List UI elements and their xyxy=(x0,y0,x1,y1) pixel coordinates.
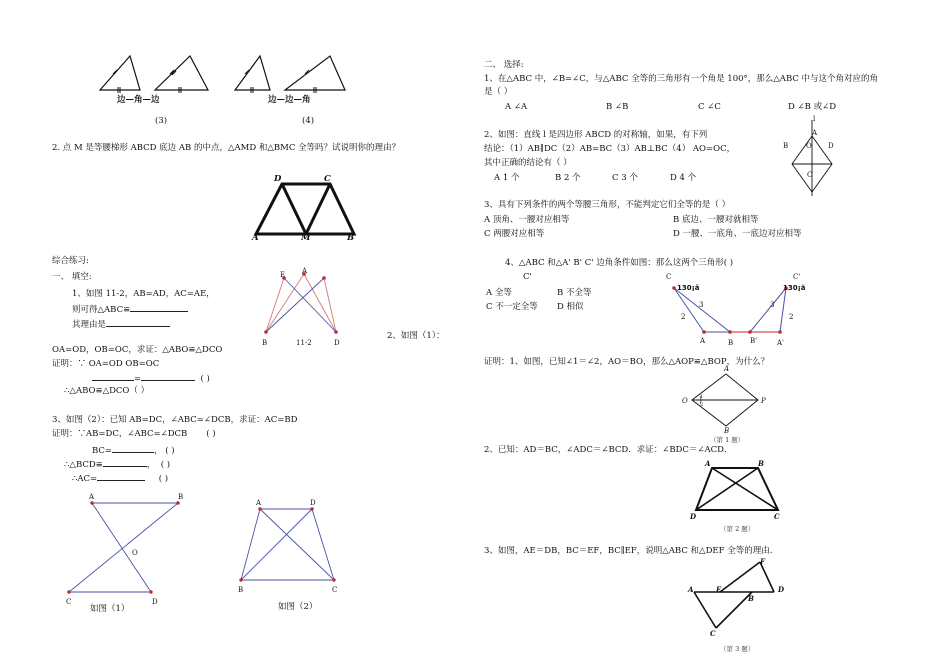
fill-q2-given: OA=OD，OB=OC，求证：△ABO≌△DCO xyxy=(52,345,223,355)
label-ssa: 边—边—角 xyxy=(268,95,311,105)
fig112-label-d: D xyxy=(334,339,340,347)
kite-label-d: D xyxy=(828,142,834,150)
choice-q4-option-b[interactable]: B 不全等 xyxy=(557,288,592,298)
choice-q3-option-b[interactable]: B 底边、一腰对就相等 xyxy=(673,215,759,225)
figure-number-4: (4) xyxy=(302,116,315,126)
answer-blank[interactable] xyxy=(97,472,145,481)
choice-q2-line1: 2、如图：直线 l 是四边形 ABCD 的对称轴，如果，有下列 xyxy=(484,130,708,140)
choice-q3-line1: 3、具有下列条件的两个等腰三角形，不能判定它们全等的是（ ） xyxy=(484,200,731,210)
choice-q4-option-a[interactable]: A 全等 xyxy=(486,288,512,298)
twin-side-2-left: 2 xyxy=(681,313,686,321)
twin-side-2-right: 2 xyxy=(789,313,794,321)
twin-label-c: C xyxy=(666,273,672,281)
choice-q1-option-b[interactable]: B ∠B xyxy=(606,102,629,112)
fill-q3-bc: BC= ， ( ) xyxy=(92,446,175,456)
fill-q3-proof: 证明：∵AB=DC，∠ABC=∠DCB ( ) xyxy=(52,429,216,439)
pfig3-label-c: C xyxy=(710,629,716,638)
choice-q1-option-d[interactable]: D ∠B 或∠D xyxy=(788,102,837,112)
pfig1-label-o: O xyxy=(682,397,688,405)
twin-side-3-right: 3 xyxy=(770,301,775,309)
choice-q4-option-d[interactable]: D 相似 xyxy=(557,302,584,312)
fig2-label-a: A xyxy=(256,499,262,507)
answer-blank[interactable] xyxy=(112,444,154,453)
proof-fig-3 xyxy=(690,558,780,634)
choice-q4-option-c[interactable]: C 不一定全等 xyxy=(486,302,538,312)
fill-q3-given: 3、如图（2）：已知 AB=DC，∠ABC=∠DCB，求证：AC=BD xyxy=(52,415,298,425)
proof-q1-text: 证明：1、如图，已知∠1＝∠2，AO＝BO，那么△AOP≌△BOP，为什么？ xyxy=(484,357,770,367)
fig1-label-c: C xyxy=(66,598,72,606)
choice-q1-option-c[interactable]: C ∠C xyxy=(698,102,721,112)
fig2-label-d: D xyxy=(310,499,316,507)
pfig2-caption: （第 2 题） xyxy=(720,525,755,533)
choice-q2-line3: 其中正确的结论有（ ） xyxy=(484,158,572,168)
choice-q4-line1: 4、△ABC 和△A' B' C' 边角条件如图：那么这两个三角形( ) xyxy=(505,258,734,268)
proof-q3-text: 3、如图，AE＝DB，BC＝EF，BC∥EF，说明△ABC 和△DEF 全等的理由. xyxy=(484,546,773,556)
twin-label-a-prime: A' xyxy=(777,339,784,347)
fig1-label-b: B xyxy=(178,493,184,501)
figure-1-crossed-triangles xyxy=(62,496,187,596)
pfig3-label-b: B xyxy=(748,594,754,603)
point-label-m: M xyxy=(301,233,311,243)
choice-q2-option-d[interactable]: D 4 个 xyxy=(670,173,697,183)
fill-q2-side-label: 2、如图（1）： xyxy=(387,331,445,341)
twin-angle-right: 130¡ã xyxy=(783,284,806,292)
twin-angle-left: 130¡ã xyxy=(677,284,700,292)
proof-q2-text: 2、已知：AD＝BC，∠ADC＝∠BCD．求证：∠BDC＝∠ACD． xyxy=(484,445,733,455)
fig2-label-c: C xyxy=(332,586,338,594)
fig112-caption: 11-2 xyxy=(296,339,312,347)
choice-q4-c-prime: C' xyxy=(523,272,532,282)
fill-q1-line3: 其理由是 xyxy=(72,318,170,331)
twin-side-3-left: 3 xyxy=(699,301,704,309)
fill-q2-eq-line: = ( ) xyxy=(92,372,210,385)
fill-q1-line1: 1、如图 11-2，AB=AD，AC=AE， xyxy=(72,289,215,299)
point-label-c: C xyxy=(324,174,331,184)
pfig1-angle-1: 1 xyxy=(700,394,704,400)
twin-label-c-prime: C' xyxy=(793,273,801,281)
pfig2-label-b: B xyxy=(758,459,764,468)
question-2-text: 2. 点 M 是等腰梯形 ABCD 底边 AB 的中点，△AMD 和△BMC 全等吗？试说明你的理由？ xyxy=(52,143,401,153)
answer-blank[interactable] xyxy=(141,372,195,381)
pfig3-label-f: F xyxy=(760,557,765,566)
twin-label-a: A xyxy=(700,337,706,345)
kite-label-a: A xyxy=(812,129,818,137)
fig2-label-b: B xyxy=(238,586,244,594)
pfig2-label-a: A xyxy=(705,459,711,468)
fill-q3-ac: ∴AC= ( ) xyxy=(72,474,169,484)
fig112-label-e: E xyxy=(280,271,286,279)
fill-q2-proof: 证明：∵ OA=OD OB=OC xyxy=(52,359,160,369)
figure-2-trapezoid-diagonals xyxy=(238,503,338,585)
choice-q3-option-a[interactable]: A 顶角、一腰对应相等 xyxy=(484,215,570,225)
choice-q3-option-d[interactable]: D 一腰、一底角、一底边对应相等 xyxy=(673,229,802,239)
point-label-b: B xyxy=(347,233,355,243)
twin-label-b: B xyxy=(728,339,734,347)
choice-q1-line1: 1、在△ABC 中，∠B=∠C，与△ABC 全等的三角形有一个角是 100°，那么△ABC 中与这个角对应的角 xyxy=(484,74,879,84)
choice-q3-option-c[interactable]: C 两腰对应相等 xyxy=(484,229,545,239)
pfig3-label-e: E xyxy=(716,585,722,594)
fill-q3-triangle: ∴△BCD≌ ， ( ) xyxy=(64,460,171,470)
section-fill-blank: 一、 填空: xyxy=(52,272,92,282)
pfig1-label-b: B xyxy=(724,427,730,435)
choice-q1-option-a[interactable]: A ∠A xyxy=(505,102,528,112)
proof-fig-2 xyxy=(692,464,782,514)
choice-q2-option-b[interactable]: B 2 个 xyxy=(555,173,581,183)
choice-q2-option-c[interactable]: C 3 个 xyxy=(612,173,638,183)
pfig1-label-a: A xyxy=(724,365,730,373)
fig112-label-a: A xyxy=(302,267,308,275)
pfig2-label-c: C xyxy=(774,512,780,521)
fig1-label-a: A xyxy=(89,493,95,501)
figure-11-2 xyxy=(262,272,342,342)
pfig3-label-a: A xyxy=(688,585,694,594)
fill-q2-conclusion: ∴△ABO≌△DCO（ ） xyxy=(64,386,150,396)
fig1-caption: 如图（1） xyxy=(90,604,130,614)
kite-symmetry-figure xyxy=(786,118,836,198)
answer-blank[interactable] xyxy=(92,372,134,381)
point-label-a: A xyxy=(252,233,259,243)
kite-label-b: B xyxy=(783,142,789,150)
practice-title: 综合练习: xyxy=(52,256,89,266)
choice-q2-line2: 结论：（1）AB∥DC（2）AB=BC（3）AB⊥BC（4） AO=OC， xyxy=(484,144,736,154)
label-sas: 边—角—边 xyxy=(117,95,160,105)
point-label-d: D xyxy=(274,174,282,184)
choice-q1-line2: 是（ ） xyxy=(484,87,513,97)
kite-label-c: C xyxy=(807,171,813,179)
fig1-label-d: D xyxy=(152,598,158,606)
pfig3-caption: （第 3 题） xyxy=(720,645,755,653)
fig1-label-o: O xyxy=(132,549,138,557)
pfig1-label-p: P xyxy=(761,397,766,405)
answer-blank[interactable] xyxy=(130,303,188,312)
pfig3-label-d: D xyxy=(778,585,785,594)
pfig2-label-d: D xyxy=(690,512,697,521)
choice-q2-option-a[interactable]: A 1 个 xyxy=(494,173,520,183)
answer-blank[interactable] xyxy=(106,318,170,327)
kite-label-l: l xyxy=(813,115,816,123)
fig112-label-b: B xyxy=(262,339,268,347)
answer-blank[interactable] xyxy=(103,458,147,467)
kite-label-o: O xyxy=(806,142,812,150)
twin-label-b-prime: B' xyxy=(750,337,758,345)
pfig1-caption: （第 1 题） xyxy=(710,436,745,444)
proof-fig-1 xyxy=(686,370,766,430)
fill-q1-line2: 则可得△ABC≌ xyxy=(72,303,188,316)
fig2-caption: 如图（2） xyxy=(278,602,318,612)
section-multiple-choice: 二、 选择: xyxy=(484,60,524,70)
pfig1-angle-2: 2 xyxy=(700,402,704,408)
figure-number-3: (3) xyxy=(155,116,168,126)
